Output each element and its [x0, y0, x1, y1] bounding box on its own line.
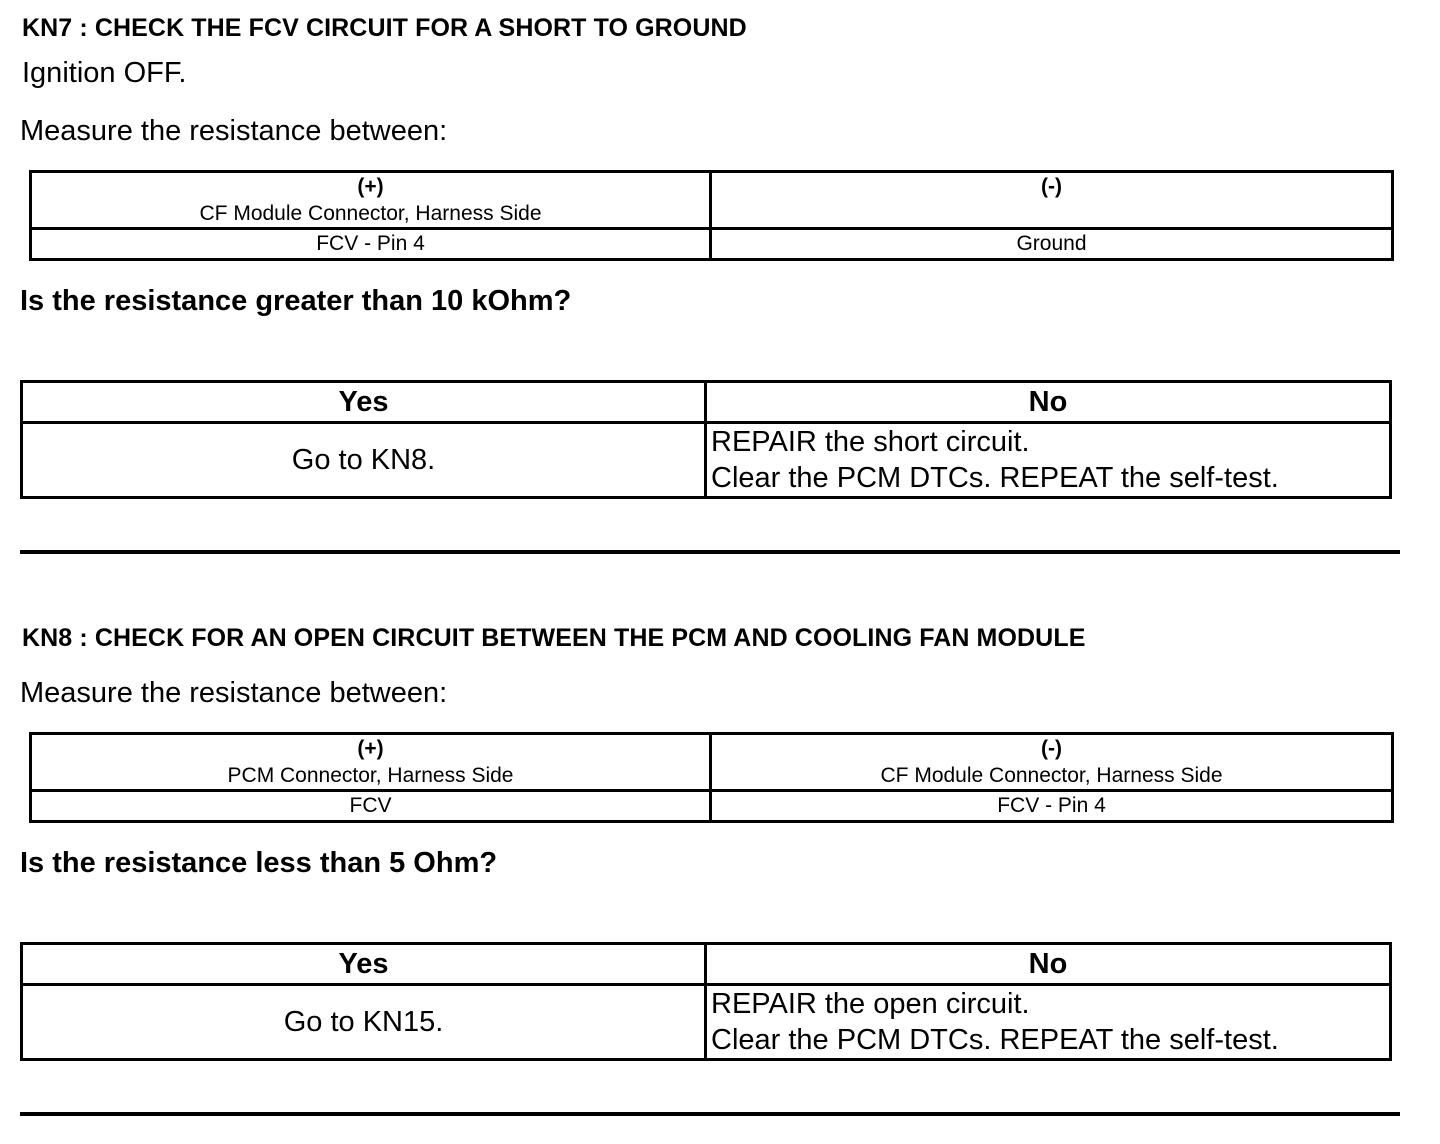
section-divider [20, 550, 1400, 554]
decision-body-row [22, 985, 1391, 1060]
minus-connector-label: CF Module Connector, Harness Side [880, 764, 1223, 787]
plus-polarity-label: (+) [357, 737, 384, 760]
plus-connector-label: PCM Connector, Harness Side [227, 764, 514, 787]
measurement-value-row [31, 229, 1393, 260]
yes-header: Yes [22, 944, 706, 985]
no-action-line-1: REPAIR the short circuit. [711, 426, 1030, 458]
plus-probe-point: FCV - Pin 4 [31, 229, 711, 260]
measurement-header-row [31, 734, 1393, 791]
kn7-step-title: KN7 : CHECK THE FCV CIRCUIT FOR A SHORT TO GROUND [22, 14, 747, 42]
measurement-value-row [31, 791, 1393, 822]
no-action-line-2: Clear the PCM DTCs. REPEAT the self-test. [711, 462, 1279, 494]
plus-probe-point: FCV [31, 791, 711, 822]
minus-probe-point: Ground [711, 229, 1393, 260]
minus-polarity-label: (-) [1041, 175, 1062, 198]
yes-header: Yes [22, 382, 706, 423]
yes-action: Go to KN15. [22, 985, 706, 1060]
kn8-measurement-table [29, 732, 1394, 823]
plus-probe-header-cell [31, 172, 711, 229]
minus-probe-header-cell [711, 734, 1393, 791]
no-header: No [706, 382, 1391, 423]
kn7-measurement-table [29, 170, 1394, 261]
measurement-header-row [31, 172, 1393, 229]
kn7-decision-table [20, 380, 1392, 499]
decision-header-row [22, 382, 1391, 423]
kn8-question: Is the resistance less than 5 Ohm? [20, 847, 498, 879]
minus-probe-header-cell [711, 172, 1393, 229]
kn8-step-title: KN8 : CHECK FOR AN OPEN CIRCUIT BETWEEN THE PCM AND COOLING FAN MODULE [22, 624, 1086, 652]
minus-probe-point: FCV - Pin 4 [711, 791, 1393, 822]
no-action-line-1: REPAIR the open circuit. [711, 988, 1030, 1020]
plus-connector-label: CF Module Connector, Harness Side [199, 202, 542, 225]
no-action [706, 985, 1391, 1060]
plus-polarity-label: (+) [357, 175, 384, 198]
plus-probe-header-cell [31, 734, 711, 791]
kn7-instruction: Ignition OFF. [22, 57, 187, 89]
decision-body-row [22, 423, 1391, 498]
kn8-measure-label: Measure the resistance between: [20, 677, 448, 709]
no-header: No [706, 944, 1391, 985]
no-action-line-2: Clear the PCM DTCs. REPEAT the self-test. [711, 1024, 1279, 1056]
kn8-decision-table [20, 942, 1392, 1061]
kn7-measure-label: Measure the resistance between: [20, 115, 448, 147]
minus-polarity-label: (-) [1041, 737, 1062, 760]
section-divider [20, 1112, 1400, 1116]
yes-action: Go to KN8. [22, 423, 706, 498]
kn7-question: Is the resistance greater than 10 kOhm? [20, 285, 572, 317]
decision-header-row [22, 944, 1391, 985]
no-action [706, 423, 1391, 498]
